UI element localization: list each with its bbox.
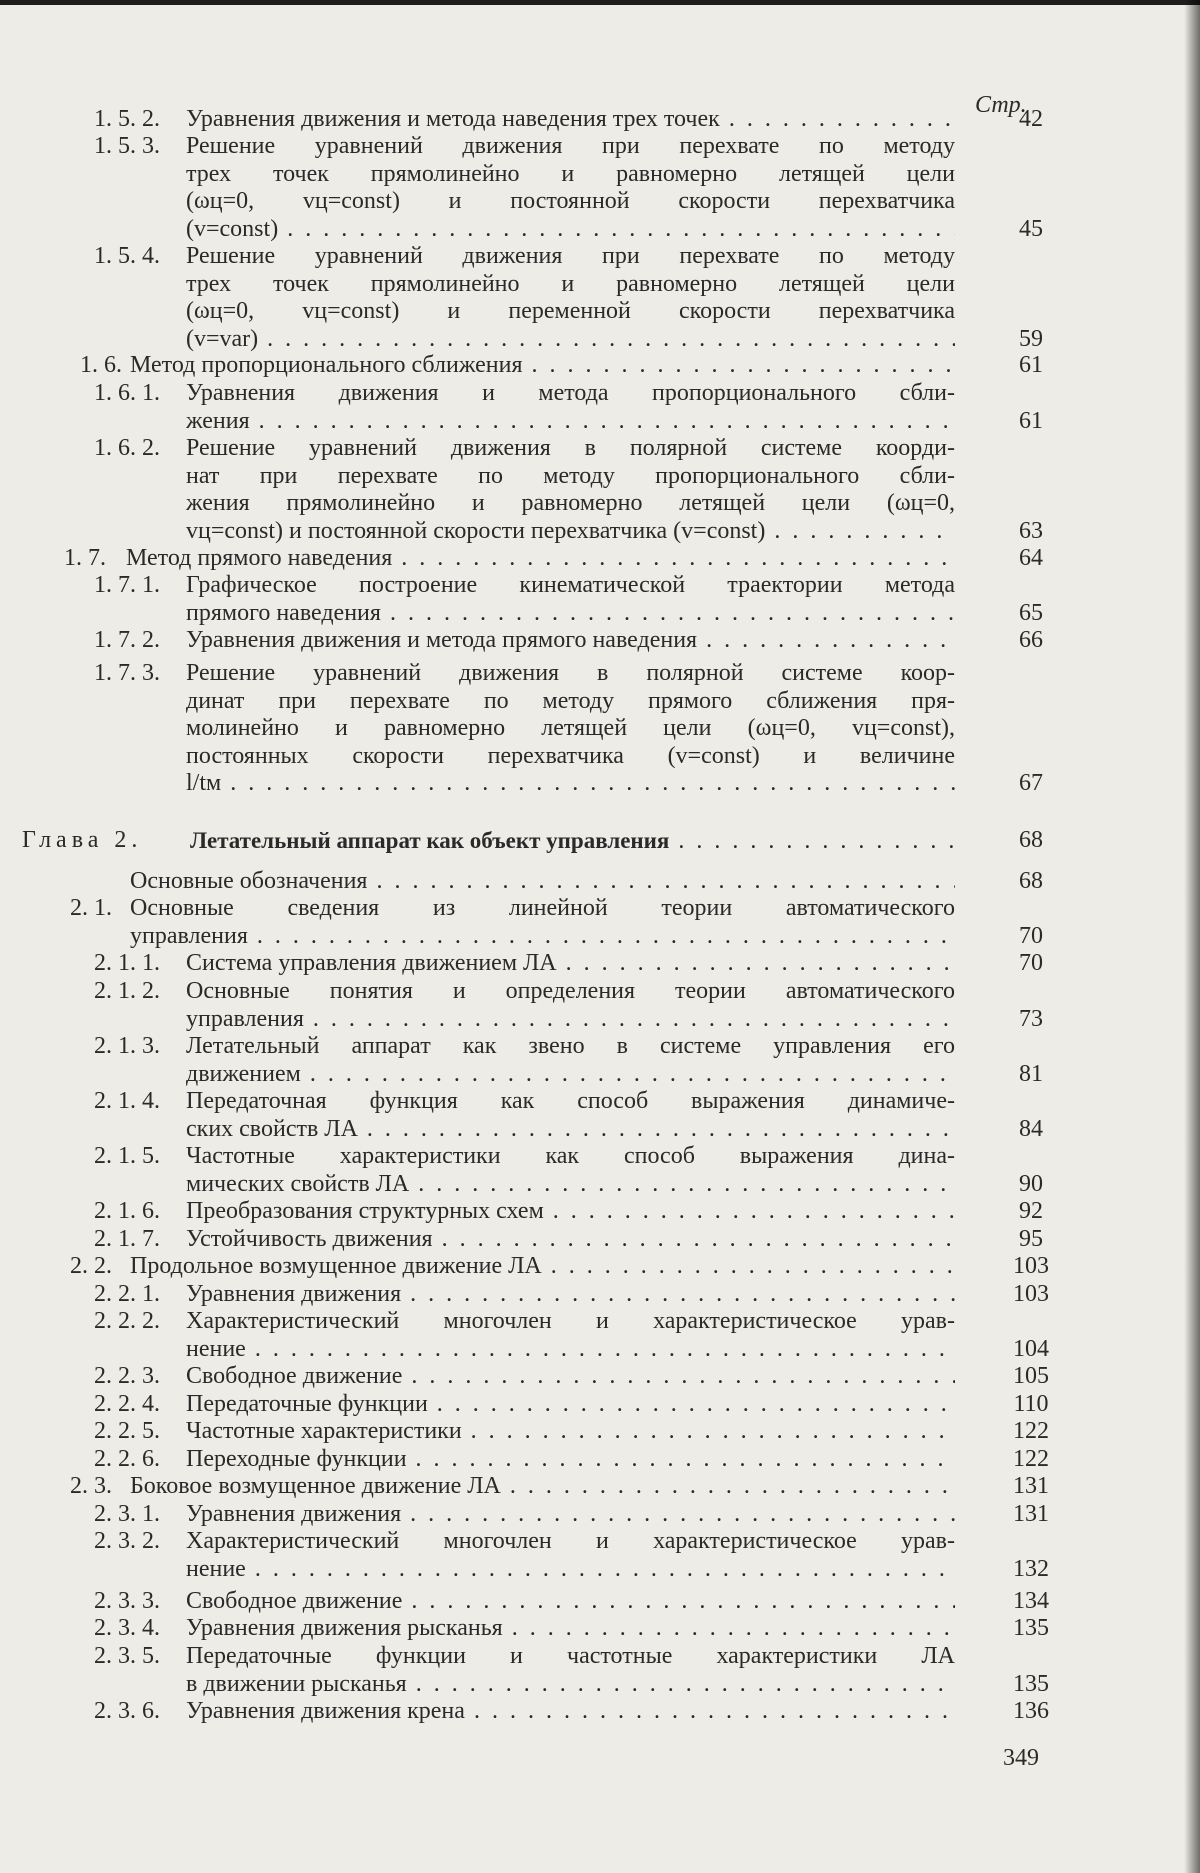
toc-entry-page: 68 [1019,827,1043,853]
toc-entry [94,1281,955,1309]
toc-entry-page: 67 [1019,770,1043,796]
toc-entry [80,352,955,380]
toc-entry-number: 2. 2. 5. [94,1418,160,1444]
toc-entry [70,895,955,950]
toc-entry-title-line: (ωц=0, vц=const) и постоянной скорости перехватчика [186,188,955,214]
toc-entry-title-line: Частотные характеристики . . . [186,1418,955,1446]
toc-entry [94,1418,955,1446]
toc-entry-number: 1. 5. 3. [94,133,160,159]
toc-entry [94,1143,955,1198]
toc-entry-number: 2. 2. 2. [94,1308,160,1334]
page-number: 349 [1003,1745,1039,1771]
toc-entry [94,106,955,134]
toc-entry-page: 131 [1013,1501,1049,1527]
toc-entry-title-line: нат при перехвате по методу пропорционального сбли- [186,462,955,489]
toc-entry-number: 2. 3. 4. [94,1615,160,1641]
toc-entry [94,1033,955,1088]
toc-entry-title [186,1143,955,1198]
toc-entry-title [186,1363,955,1391]
toc-entry-number: 2. 3. [70,1473,112,1499]
toc-entry-title-line: прямого наведения . . . [186,600,955,628]
toc-entry-title-line: Решение уравнений движения в полярной системе коор- [186,660,955,686]
toc-entry-page: 122 [1013,1446,1049,1472]
toc-entry-title [186,1391,955,1419]
toc-entry-title-line: Свободное движение . . . [186,1588,955,1616]
toc-entry-title-line: (v=var) . . . [186,326,955,354]
toc-entry-title-line: Характеристический многочлен и характеристическое урав- [186,1308,955,1334]
toc-entry-title [190,827,955,856]
toc-entry-number: 2. 1. 7. [94,1226,160,1252]
toc-entry-title [130,1473,955,1501]
toc-entry [94,243,955,353]
toc-entry-page: 104 [1013,1335,1049,1362]
toc-entry-title-line: (v=const) . . . [186,216,955,244]
toc-entry-title [186,1226,955,1254]
toc-entry-number: 1. 6. [80,352,122,378]
toc-entry-title-line: Передаточные функции и частотные характеристики ЛА [186,1643,955,1669]
page-column-label: Стр. [975,92,1027,118]
toc-entry-number: 2. 1. 2. [94,978,160,1004]
toc-entry-title-line: молинейно и равномерно летящей цели (ωц=0, vц=const), [186,715,955,741]
toc-entry-title [186,133,955,243]
toc-entry-title-line: Уравнения движения . . . [186,1281,955,1309]
toc-entry-title-line: Уравнения движения и метода пропорционального сбли- [186,380,955,406]
toc-entry [94,978,955,1033]
toc-entry-title-line: жения прямолинейно и равномерно летящей цели (ωц=0, [186,490,955,516]
toc-entry-number: 1. 6. 1. [94,380,160,406]
toc-entry [94,1088,955,1143]
toc-entry-title [186,435,955,545]
toc-entry-page: 92 [1019,1198,1043,1224]
toc-entry-page: 135 [1013,1670,1049,1697]
toc-entry-page: 131 [1013,1473,1049,1499]
toc-entry-title-line: Метод пропорционального сближения . . . [130,352,955,380]
toc-entry-title-line: Боковое возмущенное движение ЛА . . . [130,1473,955,1501]
toc-entry-title-line: Графическое построение кинематической траектории метода [186,572,955,598]
toc-entry [94,133,955,243]
toc-entry-title-line: Уравнения движения и метода наведения трех точек . . . [186,106,955,134]
toc-entry-title-line: нение . . . [186,1336,955,1364]
toc-entry-title [130,868,955,896]
toc-entry-number: 1. 7. 2. [94,627,160,653]
toc-entry [94,435,955,545]
toc-entry-number: 2. 2. 3. [94,1363,160,1389]
toc-entry-title-line: vц=const) и постоянной скорости перехватчика (v=const) . . . [186,518,955,546]
toc-entry-title [186,1198,955,1226]
toc-entry-page: 84 [1019,1115,1043,1142]
toc-entry-page: 81 [1019,1060,1043,1087]
toc-entry-number: 1. 7. 1. [94,572,160,598]
toc-entry-page: 105 [1013,1363,1049,1389]
toc-entry-title [186,1308,955,1363]
toc-entry [94,1363,955,1391]
toc-entry-title-line: (ωц=0, vц=const) и переменной скорости перехватчика [186,298,955,324]
toc-entry-title [186,1528,955,1583]
toc-entry-title-line: Уравнения движения . . . [186,1501,955,1529]
toc-entry-number: 2. 3. 6. [94,1698,160,1724]
toc-entry-page: 134 [1013,1588,1049,1614]
toc-entry [94,1588,955,1616]
toc-entry-number: 2. 1. [70,895,112,921]
toc-entry [94,1308,955,1363]
toc-entry-title-line: управления . . . [186,1006,955,1034]
toc-entry-title-line: Свободное движение . . . [186,1363,955,1391]
toc-entry-title [186,1446,955,1474]
toc-entry-page: 132 [1013,1555,1049,1582]
toc-entry-title-line: в движении рысканья . . . [186,1671,955,1699]
toc-entry-number: 2. 2. 6. [94,1446,160,1472]
toc-entry-number: 2. 3. 1. [94,1501,160,1527]
toc-entry [94,1501,955,1529]
toc-entry-page: 90 [1019,1170,1043,1197]
toc-entry-title-line: ских свойств ЛА . . . [186,1116,955,1144]
toc-entry-title-line: Передаточные функции . . . [186,1391,955,1419]
toc-entry-title [186,1643,955,1698]
toc-entry [94,1643,955,1698]
toc-entry [70,1253,955,1281]
toc-entry-title-line: Уравнения движения крена . . . [186,1698,955,1726]
toc-entry-page: 64 [1019,545,1043,571]
toc-entry-title-line: Летательный аппарат как звено в системе управления его [186,1033,955,1059]
toc-entry-title [186,1418,955,1446]
toc-entry-page: 136 [1013,1698,1049,1724]
toc-entry [94,660,955,798]
top-rule [0,0,1200,5]
toc-chapter-heading [22,827,955,855]
toc-entry-page: 59 [1019,325,1043,352]
toc-entry-title-line: Летательный аппарат как объект управления . . . [190,827,955,856]
toc-entry-title [186,1588,955,1616]
toc-entry-title-line: мических свойств ЛА . . . [186,1171,955,1199]
toc-entry-title-line: Частотные характеристики как способ выражения дина- [186,1143,955,1169]
toc-entry-title-line: жения . . . [186,408,955,436]
toc-entry-number: Глава 2. [22,827,143,853]
toc-entry [94,1615,955,1643]
toc-entry-title [130,1253,955,1281]
toc-entry-title-line: Система управления движением ЛА . . . [186,950,955,978]
toc-entry-title-line: управления . . . [130,923,955,951]
toc-entry-title-line: трех точек прямолинейно и равномерно летящей цели [186,160,955,187]
toc-entry [70,1473,955,1501]
toc-entry-number: 1. 7. 3. [94,660,160,686]
toc-entry-number: 1. 6. 2. [94,435,160,461]
toc-entry [94,1528,955,1583]
toc-entry [94,1391,955,1419]
toc-entry-page: 68 [1019,868,1043,894]
toc-entry-title-line: Переходные функции . . . [186,1446,955,1474]
toc-entry-page: 61 [1019,407,1043,434]
toc-entry-title-line: Решение уравнений движения при перехвате по методу [186,133,955,159]
toc-entry-title [186,1281,955,1309]
toc-entry-title-line: Основные обозначения . . . [130,868,955,896]
toc-entry-title-line: Продольное возмущенное движение ЛА . . . [130,1253,955,1281]
toc-entry [94,380,955,435]
toc-entry-page: 103 [1013,1253,1049,1279]
toc-entry-page: 70 [1019,922,1043,949]
toc-entry-number: 2. 2. 4. [94,1391,160,1417]
toc-entry-page: 70 [1019,950,1043,976]
toc-entry-page: 61 [1019,352,1043,378]
toc-entry [94,1226,955,1254]
toc-entry-title [186,660,955,798]
toc-entry-title [126,545,955,573]
toc-entry-title-line: Уравнения движения и метода прямого наведения . . . [186,627,955,655]
toc-entry-number: 2. 3. 3. [94,1588,160,1614]
toc-entry-title [186,1615,955,1643]
toc-entry-title-line: динат при перехвате по методу прямого сближения пря- [186,687,955,714]
toc-entry-title-line: Основные сведения из линейной теории автоматического [130,895,955,921]
toc-entry-title-line: l/tм . . . [186,770,955,798]
toc-entry-number: 2. 3. 5. [94,1643,160,1669]
toc-entry-number: 2. 1. 1. [94,950,160,976]
toc-entry [94,572,955,627]
toc-entry-page: 110 [1013,1391,1049,1417]
toc-entry-title-line: трех точек прямолинейно и равномерно летящей цели [186,270,955,297]
toc-entry [94,627,955,655]
toc-entry [94,950,955,978]
toc-entry-title-line: Характеристический многочлен и характеристическое урав- [186,1528,955,1554]
toc-entry-page: 122 [1013,1418,1049,1444]
toc-entry-number: 2. 2. [70,1253,112,1279]
toc-entry-page: 65 [1019,599,1043,626]
toc-entry-page: 66 [1019,627,1043,653]
toc-entry-number: 2. 1. 6. [94,1198,160,1224]
toc-entry-page: 95 [1019,1226,1043,1252]
toc-entry-number: 1. 5. 4. [94,243,160,269]
toc-entry-title [186,106,955,134]
toc-entry-page: 135 [1013,1615,1049,1641]
toc-entry-title [186,572,955,627]
toc-entry-page: 42 [1019,106,1043,132]
toc-entry-page: 73 [1019,1005,1043,1032]
toc-entry-title [186,950,955,978]
toc-entry-number: 2. 1. 3. [94,1033,160,1059]
toc-entry-number: 2. 1. 5. [94,1143,160,1169]
toc-entry-title [186,1033,955,1088]
toc-entry-title [186,243,955,353]
toc-entry-page: 63 [1019,517,1043,544]
toc-entry [94,1446,955,1474]
toc-entry-title [130,895,955,950]
toc-entry-number: 2. 1. 4. [94,1088,160,1114]
toc-entry-title [186,627,955,655]
toc-entry [64,545,955,573]
toc-entry-title-line: Метод прямого наведения . . . [126,545,955,573]
toc-entry-title-line: Преобразования структурных схем . . . [186,1198,955,1226]
toc-entry-title-line: Основные понятия и определения теории автоматического [186,978,955,1004]
toc-entry-title [130,352,955,380]
toc-entry-number: 2. 2. 1. [94,1281,160,1307]
toc-entry-title-line: Решение уравнений движения в полярной системе коорди- [186,435,955,461]
toc-entry [94,1198,955,1226]
toc-entry [70,868,955,896]
toc-entry-title-line: Передаточная функция как способ выражения динамиче- [186,1088,955,1114]
toc-entry-title [186,1501,955,1529]
toc-entry-title [186,1088,955,1143]
toc-entry-title-line: нение . . . [186,1556,955,1584]
toc-entry-title-line: Уравнения движения рысканья . . . [186,1615,955,1643]
toc-entry [94,1698,955,1726]
toc-entry-title [186,1698,955,1726]
toc-entry-title-line: постоянных скорости перехватчика (v=const) и величине [186,742,955,769]
toc-entry-title-line: Решение уравнений движения при перехвате по методу [186,243,955,269]
toc-entry-page: 45 [1019,215,1043,242]
page-edge-shadow [1184,0,1200,1873]
toc-entry-number: 2. 3. 2. [94,1528,160,1554]
toc-entry-title [186,978,955,1033]
toc-entry-title [186,380,955,435]
toc-entry-title-line: движением . . . [186,1061,955,1089]
toc-entry-number: 1. 5. 2. [94,106,160,132]
toc-entry-page: 103 [1013,1281,1049,1307]
toc-entry-title-line: Устойчивость движения . . . [186,1226,955,1254]
toc-entry-number: 1. 7. [64,545,106,571]
